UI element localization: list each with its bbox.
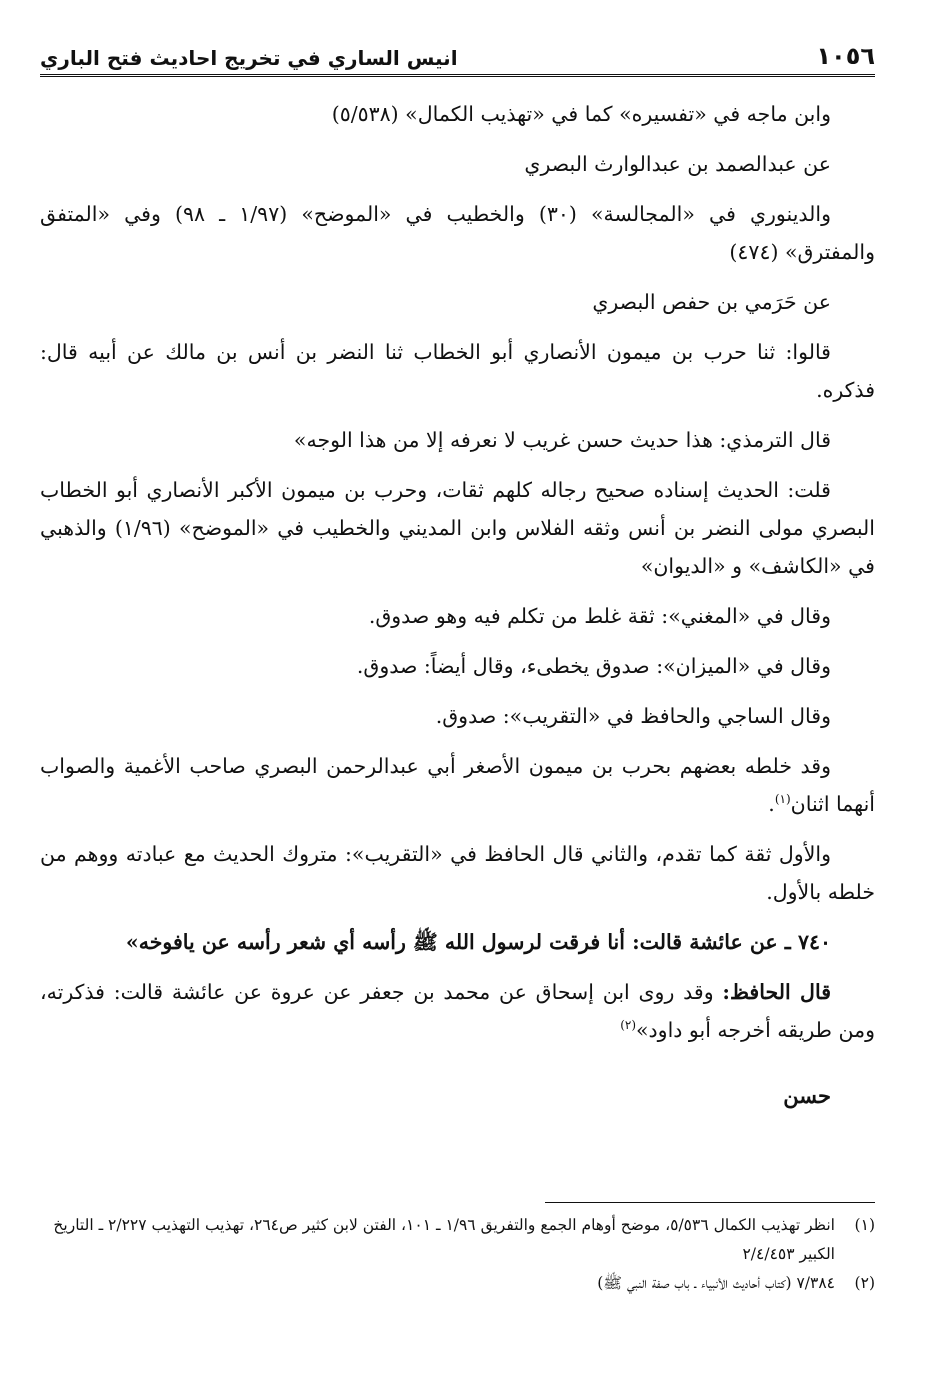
paragraph-qalu: قالوا: ثنا حرب بن ميمون الأنصاري أبو الخطاب ثنا النضر بن أنس بن مالك عن أبيه قال: فذكره. — [40, 340, 875, 402]
document-page — [40, 30, 875, 1360]
paragraph-tirmidhi: قال الترمذي: هذا حديث حسن غريب لا نعرفه إلا من هذا الوجه» — [293, 428, 831, 452]
footnotes — [40, 1202, 875, 1298]
footnote-ref-1[interactable]: (١) — [774, 792, 791, 807]
paragraph-ibn-majah: وابن ماجه في «تفسيره» كما في «تهذيب الكمال» (٥/٥٣٨) — [331, 102, 831, 126]
footnote-number: (٢) — [854, 1274, 875, 1292]
paragraph-harami: عن حَرَمي بن حفص البصري — [592, 290, 831, 314]
paragraph-saji: وقال الساجي والحافظ في «التقريب»: صدوق. — [435, 704, 831, 728]
paragraph-awwal: والأول ثقة كما تقدم، والثاني قال الحافظ في «التقريب»: متروك الحديث مع عبادته ووهم من خلطه بالأول. — [40, 842, 875, 904]
footnote-divider — [545, 1202, 875, 1203]
hafiz-text: وقد روى ابن إسحاق عن محمد بن جعفر عن عروة عن عائشة قالت: فذكرته، ومن طريقه أخرجه أبو داود» — [40, 980, 875, 1042]
book-title: انيس الساري في تخريج احاديث فتح الباري — [40, 46, 458, 70]
footnote-text: انظر تهذيب الكمال ٥/٥٣٦، موضح أوهام الجمع والتفريق ١/٩٦ ـ ١٠١، الفتن لابن كثير ص٢٦٤، تهذيب التهذيب ٢/٢٢٧ ـ التاريخ الكبير ٢/٤/٤٥٣ — [53, 1216, 835, 1263]
footnote-1 — [40, 1211, 875, 1269]
footnote-text: ٧/٣٨٤ (كتاب أحاديث الأنبياء ـ باب صفة النبي ﷺ) — [597, 1274, 835, 1292]
paragraph-mughni: وقال في «المغني»: ثقة غلط من تكلم فيه وهو صدوق. — [368, 604, 831, 628]
footnote-2 — [40, 1269, 875, 1298]
footnote-ref-2[interactable]: (٢) — [620, 1018, 637, 1033]
paragraph-hafiz — [40, 973, 875, 1049]
paragraph-mizan: وقال في «الميزان»: صدوق يخطىء، وقال أيضاً: صدوق. — [356, 654, 831, 678]
khalata-end: . — [768, 792, 775, 816]
ruling-hasan: حسن — [783, 1083, 831, 1108]
paragraph-abdussamad: عن عبدالصمد بن عبدالوارث البصري — [524, 152, 831, 176]
footnote-number: (١) — [854, 1216, 875, 1234]
main-text — [40, 95, 875, 1115]
hadith-740: ٧٤٠ ـ عن عائشة قالت: أنا فرقت لرسول الله ﷺ رأسه أي شعر رأسه عن يافوخه» — [125, 930, 831, 954]
paragraph-qultu: قلت: الحديث إسناده صحيح رجاله كلهم ثقات، وحرب بن ميمون الأكبر الأنصاري أبو الخطاب البصري مولى النضر بن أنس وثقه الفلاس وابن المديني والخطيب في «الموضح» (١/٩٦) والذهبي في «الكاشف» و «الديوان» — [40, 478, 875, 578]
paragraph-dinawari: والدينوري في «المجالسة» (٣٠) والخطيب في «الموضح» (١/٩٧ ـ ٩٨) وفي «المتفق والمفترق» (٤٧٤) — [40, 202, 875, 264]
khalata-text: وقد خلطه بعضهم بحرب بن ميمون الأصغر أبي عبدالرحمن البصري صاحب الأغمية والصواب أنهما اثنان — [40, 754, 875, 816]
page-header — [40, 30, 875, 77]
paragraph-khalata — [40, 747, 875, 823]
page-number: ١٠٥٦ — [816, 42, 875, 70]
hafiz-label: قال الحافظ: — [722, 980, 831, 1004]
